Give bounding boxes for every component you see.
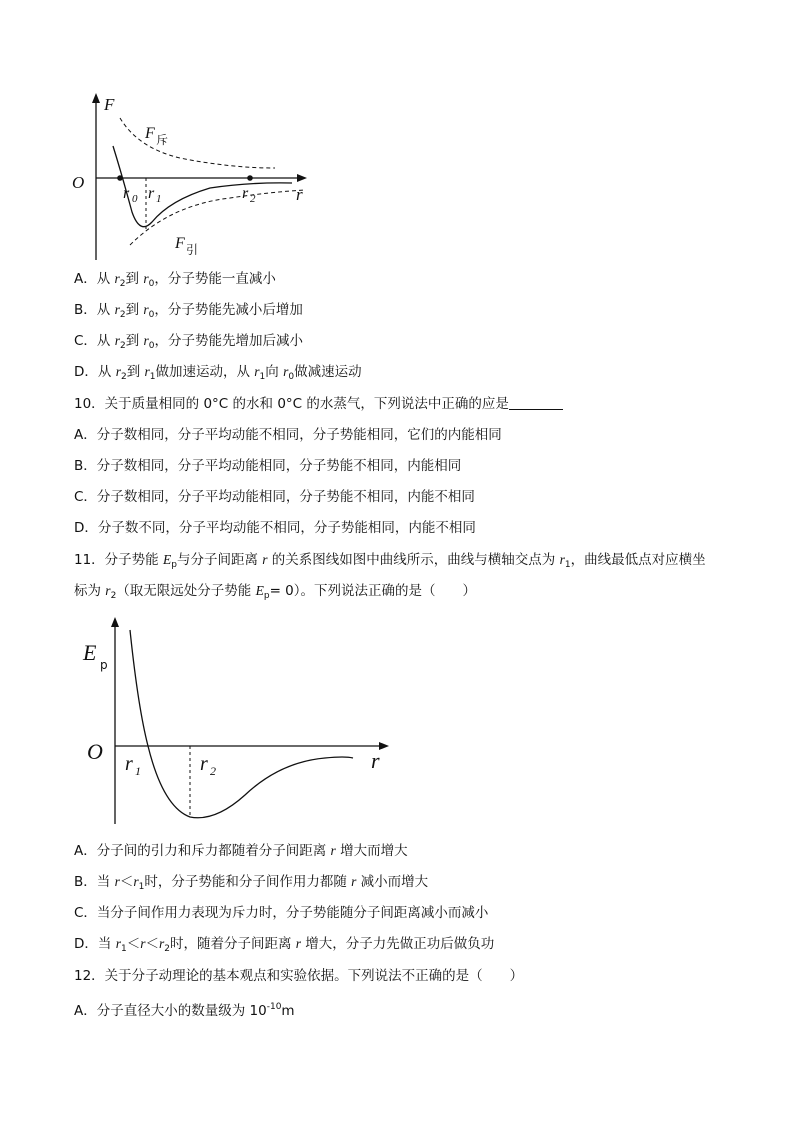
force-distance-figure — [60, 90, 320, 265]
q12-option-a[interactable]: A．分子直径大小的数量级为 $10^{-10}m$ — [74, 1002, 295, 1019]
q11-stem-line2: 标为 $r_2$（取无限远处分子势能 $E_p= 0$）。下列说法正确的是（ ） — [74, 583, 477, 601]
q12-stem: 12．关于分子动理论的基本观点和实验依据。下列说法不正确的是（ ） — [74, 968, 524, 984]
r1-label: r — [148, 185, 155, 202]
q9-option-a[interactable]: A．从 $r_2$到 $r_0$，分子势能一直减小 — [74, 271, 276, 289]
answer-blank[interactable] — [509, 396, 563, 410]
r1-label-2: r — [125, 753, 133, 775]
potential-energy-figure — [75, 612, 395, 827]
q9-option-c[interactable]: C．从 $r_2$到 $r_0$，分子势能先增加后减小 — [74, 333, 304, 351]
q11-option-d[interactable]: D．当 $r_1<r<r_2$时，随着分子间距离 r 增大，分子力先做正功后做负功 — [74, 936, 495, 954]
ep-axis-arrow — [111, 617, 119, 627]
attract-label: F — [175, 235, 185, 252]
r-axis-2-arrow — [379, 742, 389, 750]
r2-subscript: 2 — [250, 193, 256, 205]
ep-axis-label: E — [83, 640, 97, 665]
origin-label: O — [72, 173, 85, 192]
q10-option-d[interactable]: D．分子数不同，分子平均动能不相同，分子势能相同，内能不相同 — [74, 520, 476, 536]
q10-option-b[interactable]: B．分子数相同，分子平均动能相同，分子势能不相同，内能相同 — [74, 458, 462, 474]
r-axis-label: r — [296, 185, 303, 204]
q10-option-c[interactable]: C．分子数相同，分子平均动能相同，分子势能不相同，内能不相同 — [74, 489, 475, 505]
ep-axis-subscript: p — [100, 658, 108, 672]
f-axis-arrow — [92, 93, 100, 103]
r2-subscript-2: 2 — [210, 764, 216, 778]
q9-option-d[interactable]: D．从 $r_2$到 $r_1$做加速运动，从 $r_1$向 $r_0$做减速运动 — [74, 364, 362, 382]
r2-point — [247, 175, 253, 181]
origin-label-2: O — [87, 739, 103, 764]
q9-option-b[interactable]: B．从 $r_2$到 $r_0$，分子势能先减小后增加 — [74, 302, 303, 320]
potential-energy-curve — [130, 630, 353, 818]
r2-label-2: r — [200, 753, 208, 775]
q10-stem: 10．关于质量相同的 0°C 的水和 0°C 的水蒸气，下列说法中正确的应是 — [74, 395, 563, 413]
r-axis-label-2: r — [371, 748, 380, 773]
attract-subscript: 引 — [186, 243, 199, 257]
f-axis-label: F — [104, 95, 115, 114]
r0-label: r — [123, 185, 130, 202]
repulsive-force-curve — [120, 118, 275, 168]
q11-stem-line1: 11．分子势能 $E_p$与分子间距离 r 的关系图线如图中曲线所示，曲线与横轴交点为 $r_1$，曲线最低点对应横坐 — [74, 552, 706, 570]
r0-subscript: 0 — [132, 193, 138, 205]
r1-subscript: 1 — [156, 193, 162, 205]
repel-subscript: 斥 — [156, 133, 169, 147]
r0-point — [117, 175, 123, 181]
repel-label: F — [145, 125, 155, 142]
net-force-curve — [113, 146, 292, 227]
q11-option-b[interactable]: B．当 $r<r_1$时，分子势能和分子间作用力都随 r 减小而增大 — [74, 874, 429, 892]
q11-option-c[interactable]: C．当分子间作用力表现为斥力时，分子势能随分子间距离减小而减小 — [74, 905, 489, 921]
r-axis-arrow — [297, 174, 307, 182]
q10-option-a[interactable]: A．分子数相同，分子平均动能不相同，分子势能相同，它们的内能相同 — [74, 427, 502, 443]
r1-subscript-2: 1 — [135, 764, 141, 778]
r2-label: r — [242, 185, 249, 202]
q11-option-a[interactable]: A．分子间的引力和斥力都随着分子间距离 r 增大而增大 — [74, 843, 408, 859]
